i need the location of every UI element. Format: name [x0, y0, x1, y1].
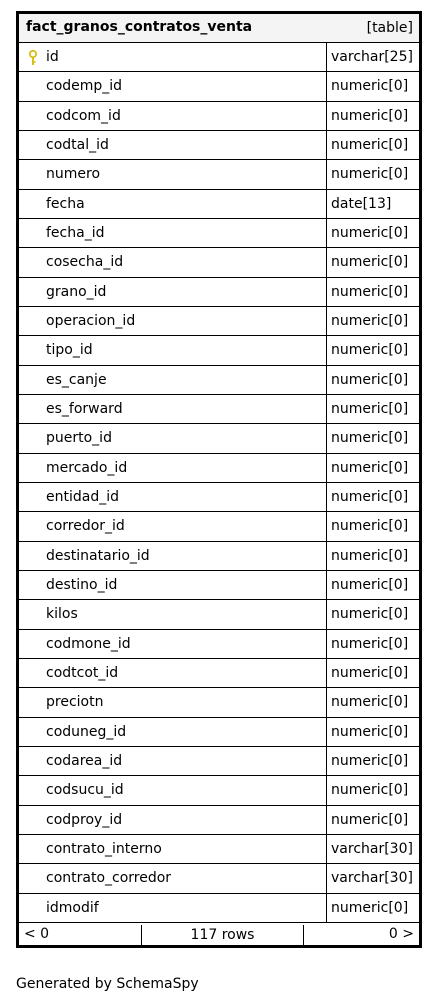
column-type: numeric[0] — [331, 899, 409, 916]
column-type: varchar[25] — [331, 49, 413, 65]
column-type-cell — [326, 894, 419, 922]
column-row[interactable] — [19, 894, 419, 923]
column-row[interactable] — [19, 659, 419, 688]
column-row[interactable] — [19, 248, 419, 277]
column-row[interactable] — [19, 190, 419, 219]
column-row[interactable] — [19, 542, 419, 571]
column-name: destinatario_id — [46, 547, 150, 564]
column-type-cell — [326, 424, 419, 452]
column-type-cell — [326, 102, 419, 130]
column-type: numeric[0] — [331, 635, 409, 652]
column-type: numeric[0] — [331, 136, 409, 153]
column-type: numeric[0] — [331, 723, 409, 740]
column-type-cell — [326, 43, 419, 71]
column-type: numeric[0] — [331, 342, 409, 359]
column-type-cell — [326, 190, 419, 218]
column-type-cell — [326, 72, 419, 100]
row-count: 117 rows — [141, 925, 304, 945]
column-row[interactable] — [19, 483, 419, 512]
column-type: numeric[0] — [331, 371, 409, 388]
column-type-cell — [326, 718, 419, 746]
column-type: numeric[0] — [331, 782, 409, 799]
column-name: es_forward — [46, 400, 123, 417]
column-type: date[13] — [331, 195, 392, 212]
column-type: numeric[0] — [331, 811, 409, 828]
table-kind: [table] — [366, 20, 413, 36]
column-type: varchar[30] — [331, 840, 413, 857]
column-name: corredor_id — [46, 518, 125, 535]
column-type: numeric[0] — [331, 694, 409, 711]
children-count[interactable]: 0 > — [388, 926, 414, 942]
column-type-cell — [326, 512, 419, 540]
column-type: numeric[0] — [331, 459, 409, 476]
column-name: codarea_id — [46, 752, 123, 769]
column-name: contrato_interno — [46, 840, 162, 857]
column-row[interactable] — [19, 278, 419, 307]
column-name: codtcot_id — [46, 664, 119, 681]
column-row[interactable] — [19, 219, 419, 248]
column-type-cell — [326, 806, 419, 834]
column-row[interactable] — [19, 864, 419, 893]
column-name: preciotn — [46, 694, 104, 711]
column-name: id — [46, 49, 59, 65]
column-type-cell — [326, 307, 419, 335]
column-name: codemp_id — [46, 78, 123, 95]
column-type: numeric[0] — [331, 224, 409, 241]
primary-key-icon — [28, 50, 38, 66]
column-type-cell — [326, 747, 419, 775]
column-type-cell — [326, 336, 419, 364]
column-type: numeric[0] — [331, 78, 409, 95]
column-name: coduneg_id — [46, 723, 127, 740]
column-row[interactable] — [19, 424, 419, 453]
column-name: codcom_id — [46, 107, 121, 124]
column-row[interactable] — [19, 806, 419, 835]
column-name: numero — [46, 166, 101, 183]
column-name: mercado_id — [46, 459, 128, 476]
column-type: numeric[0] — [331, 430, 409, 447]
column-type: numeric[0] — [331, 576, 409, 593]
column-type-cell — [326, 835, 419, 863]
column-name: codmone_id — [46, 635, 131, 652]
column-type-cell — [326, 248, 419, 276]
column-type-cell — [326, 571, 419, 599]
column-name: es_canje — [46, 371, 107, 388]
column-type-cell — [326, 131, 419, 159]
column-name: operacion_id — [46, 312, 136, 329]
column-type-cell — [326, 600, 419, 628]
column-row[interactable] — [19, 688, 419, 717]
table-footer — [19, 923, 419, 948]
column-type-cell — [326, 278, 419, 306]
column-type: numeric[0] — [331, 752, 409, 769]
column-type-cell — [326, 688, 419, 716]
column-type-cell — [326, 776, 419, 804]
column-name: entidad_id — [46, 488, 119, 505]
column-row[interactable] — [19, 131, 419, 160]
column-type: varchar[30] — [331, 870, 413, 887]
column-row[interactable] — [19, 160, 419, 189]
column-type: numeric[0] — [331, 664, 409, 681]
column-row[interactable] — [19, 512, 419, 541]
column-name: cosecha_id — [46, 254, 124, 271]
column-type-cell — [326, 219, 419, 247]
column-row[interactable] — [19, 307, 419, 336]
column-type-cell — [326, 630, 419, 658]
column-name: codtal_id — [46, 136, 109, 153]
column-name: grano_id — [46, 283, 107, 300]
column-type: numeric[0] — [331, 518, 409, 535]
column-name: tipo_id — [46, 342, 93, 359]
column-type: numeric[0] — [331, 254, 409, 271]
column-row[interactable] — [19, 102, 419, 131]
column-row[interactable] — [19, 395, 419, 424]
column-type-cell — [326, 454, 419, 482]
column-type: numeric[0] — [331, 283, 409, 300]
column-type-cell — [326, 542, 419, 570]
table-name[interactable]: fact_granos_contratos_venta — [26, 19, 253, 35]
column-type-cell — [326, 483, 419, 511]
table-header — [19, 14, 419, 43]
column-name: idmodif — [46, 899, 99, 916]
column-type-cell — [326, 395, 419, 423]
column-row[interactable] — [19, 835, 419, 864]
column-type: numeric[0] — [331, 166, 409, 183]
column-row[interactable] — [19, 747, 419, 776]
generated-by-credit: Generated by SchemaSpy — [16, 976, 199, 992]
column-name: puerto_id — [46, 430, 112, 447]
parents-count[interactable]: < 0 — [24, 926, 50, 942]
column-row[interactable] — [19, 630, 419, 659]
column-type: numeric[0] — [331, 312, 409, 329]
column-list — [19, 43, 419, 923]
column-row[interactable] — [19, 571, 419, 600]
column-type: numeric[0] — [331, 547, 409, 564]
column-type-cell — [326, 160, 419, 188]
column-name: codsucu_id — [46, 782, 124, 799]
column-name: fecha — [46, 195, 85, 212]
column-name: destino_id — [46, 576, 118, 593]
column-row[interactable] — [19, 43, 419, 72]
column-type-cell — [326, 366, 419, 394]
column-row[interactable] — [19, 454, 419, 483]
table-node — [16, 11, 422, 948]
column-type-cell — [326, 659, 419, 687]
column-row[interactable] — [19, 776, 419, 805]
column-name: fecha_id — [46, 224, 105, 241]
column-type: numeric[0] — [331, 606, 409, 623]
column-row[interactable] — [19, 600, 419, 629]
column-name: kilos — [46, 606, 78, 623]
column-type: numeric[0] — [331, 400, 409, 417]
column-name: contrato_corredor — [46, 870, 172, 887]
column-row[interactable] — [19, 366, 419, 395]
column-type: numeric[0] — [331, 107, 409, 124]
column-row[interactable] — [19, 718, 419, 747]
column-row[interactable] — [19, 336, 419, 365]
column-row[interactable] — [19, 72, 419, 101]
column-type: numeric[0] — [331, 488, 409, 505]
column-type-cell — [326, 864, 419, 892]
column-name: codproy_id — [46, 811, 123, 828]
